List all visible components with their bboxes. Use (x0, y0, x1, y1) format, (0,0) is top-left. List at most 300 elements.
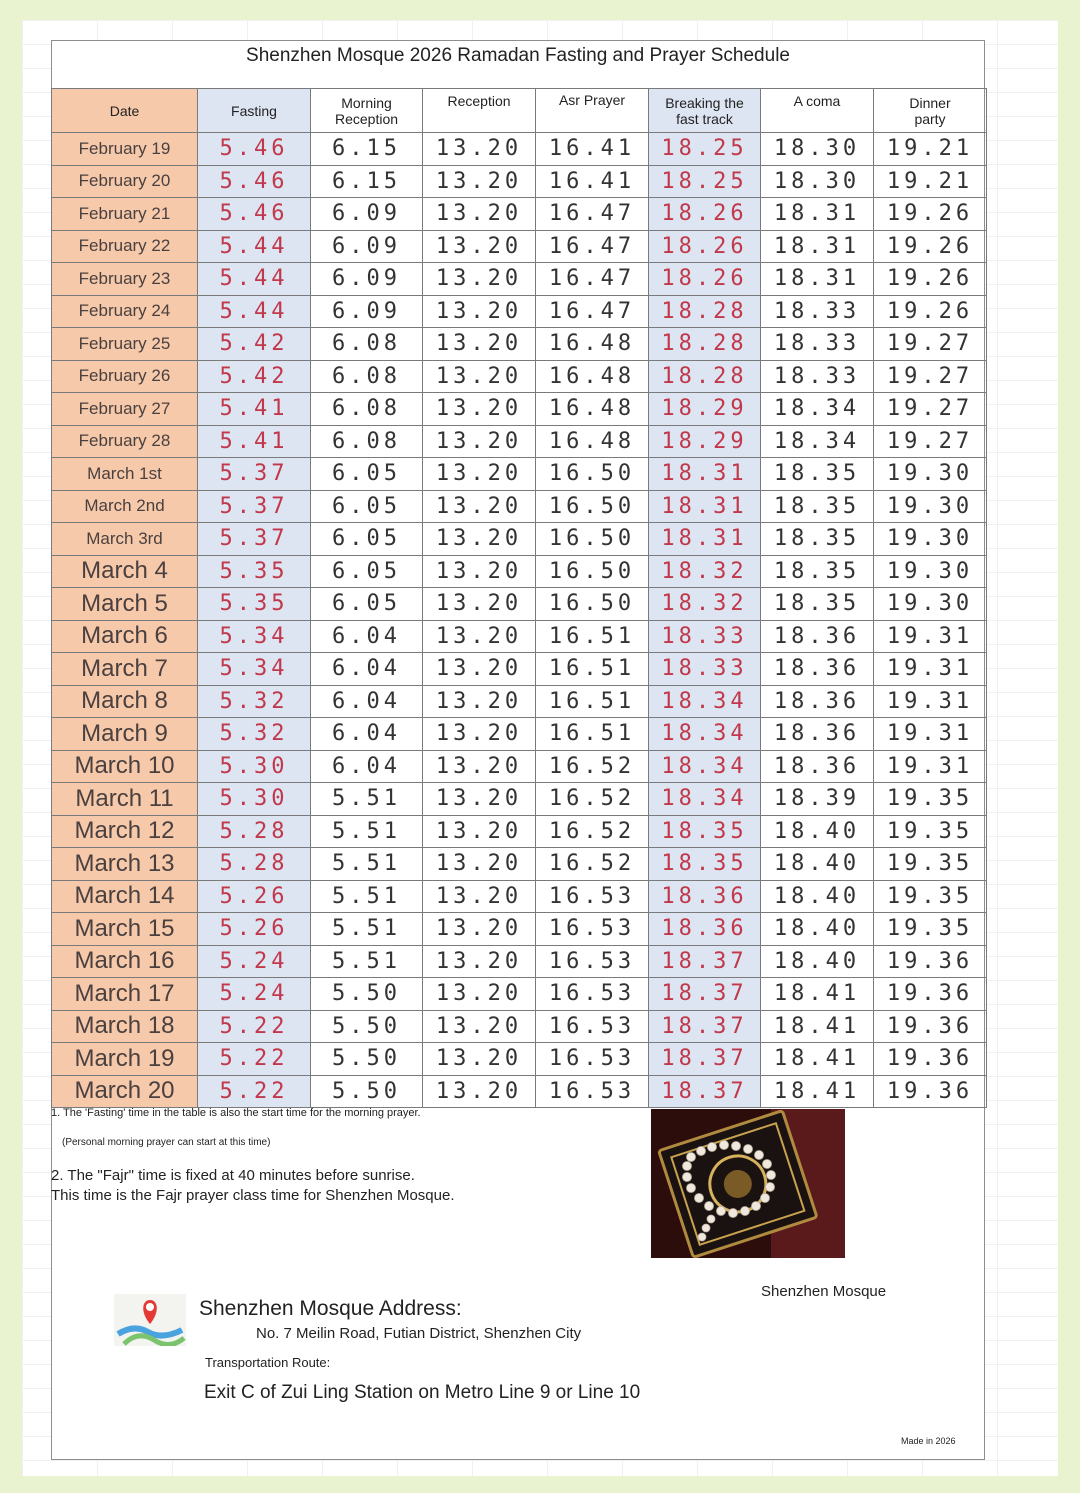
cell-a-coma: 18.36 (761, 750, 874, 783)
cell-fasting: 5.35 (198, 588, 311, 621)
cell-asr-prayer: 16.53 (536, 1043, 649, 1076)
cell-fasting: 5.30 (198, 750, 311, 783)
cell-morning-reception: 6.05 (311, 458, 423, 491)
cell-date: February 21 (52, 198, 198, 231)
cell-breaking-fast: 18.37 (649, 1010, 761, 1043)
cell-asr-prayer: 16.47 (536, 230, 649, 263)
table-row (52, 653, 987, 686)
cell-fasting: 5.28 (198, 815, 311, 848)
table-row (52, 880, 987, 913)
cell-date: February 26 (52, 360, 198, 393)
cell-reception: 13.20 (423, 165, 536, 198)
cell-dinner-party: 19.26 (874, 230, 987, 263)
table-row (52, 328, 987, 361)
cell-reception: 13.20 (423, 718, 536, 751)
cell-breaking-fast: 18.37 (649, 1075, 761, 1108)
cell-breaking-fast: 18.29 (649, 393, 761, 426)
cell-reception: 13.20 (423, 1075, 536, 1108)
cell-asr-prayer: 16.47 (536, 263, 649, 296)
cell-reception: 13.20 (423, 328, 536, 361)
cell-asr-prayer: 16.53 (536, 978, 649, 1011)
cell-reception: 13.20 (423, 230, 536, 263)
table-row (52, 1043, 987, 1076)
cell-a-coma: 18.39 (761, 783, 874, 816)
cell-dinner-party: 19.35 (874, 848, 987, 881)
header-breaking-line2: fast track (676, 110, 733, 127)
cell-a-coma: 18.41 (761, 978, 874, 1011)
cell-date: February 22 (52, 230, 198, 263)
cell-dinner-party: 19.36 (874, 1043, 987, 1076)
cell-date: March 11 (52, 783, 198, 816)
cell-reception: 13.20 (423, 1043, 536, 1076)
cell-dinner-party: 19.35 (874, 880, 987, 913)
cell-fasting: 5.37 (198, 523, 311, 556)
cell-asr-prayer: 16.52 (536, 848, 649, 881)
table-row (52, 360, 987, 393)
cell-a-coma: 18.40 (761, 945, 874, 978)
cell-morning-reception: 6.05 (311, 523, 423, 556)
cell-fasting: 5.24 (198, 945, 311, 978)
cell-fasting: 5.26 (198, 913, 311, 946)
cell-breaking-fast: 18.26 (649, 198, 761, 231)
cell-asr-prayer: 16.51 (536, 685, 649, 718)
cell-date: February 23 (52, 263, 198, 296)
cell-morning-reception: 5.50 (311, 1075, 423, 1108)
cell-asr-prayer: 16.48 (536, 360, 649, 393)
cell-dinner-party: 19.35 (874, 913, 987, 946)
cell-breaking-fast: 18.25 (649, 133, 761, 166)
cell-dinner-party: 19.36 (874, 1075, 987, 1108)
cell-dinner-party: 19.36 (874, 1010, 987, 1043)
address-line: No. 7 Meilin Road, Futian District, Shenzhen City (256, 1325, 582, 1342)
schedule-body (52, 133, 987, 1108)
cell-reception: 13.20 (423, 653, 536, 686)
cell-fasting: 5.30 (198, 783, 311, 816)
made-in-label: Made in 2026 (901, 1436, 956, 1446)
image-caption: Shenzhen Mosque (761, 1283, 887, 1300)
table-row (52, 783, 987, 816)
cell-reception: 13.20 (423, 555, 536, 588)
cell-breaking-fast: 18.28 (649, 328, 761, 361)
cell-date: March 10 (52, 750, 198, 783)
cell-a-coma: 18.41 (761, 1010, 874, 1043)
cell-morning-reception: 6.04 (311, 750, 423, 783)
cell-date: February 28 (52, 425, 198, 458)
cell-a-coma: 18.40 (761, 815, 874, 848)
cell-breaking-fast: 18.36 (649, 880, 761, 913)
cell-reception: 13.20 (423, 815, 536, 848)
table-row (52, 718, 987, 751)
cell-dinner-party: 19.30 (874, 588, 987, 621)
header-morning-line1: Morning (341, 94, 392, 111)
cell-breaking-fast: 18.32 (649, 588, 761, 621)
cell-breaking-fast: 18.32 (649, 555, 761, 588)
cell-reception: 13.20 (423, 490, 536, 523)
cell-asr-prayer: 16.51 (536, 653, 649, 686)
cell-morning-reception: 6.05 (311, 555, 423, 588)
cell-reception: 13.20 (423, 978, 536, 1011)
cell-date: March 2nd (52, 490, 198, 523)
cell-dinner-party: 19.27 (874, 425, 987, 458)
cell-morning-reception: 6.09 (311, 230, 423, 263)
cell-asr-prayer: 16.41 (536, 165, 649, 198)
cell-breaking-fast: 18.37 (649, 978, 761, 1011)
cell-fasting: 5.41 (198, 393, 311, 426)
cell-asr-prayer: 16.41 (536, 133, 649, 166)
cell-reception: 13.20 (423, 360, 536, 393)
cell-a-coma: 18.31 (761, 198, 874, 231)
cell-fasting: 5.37 (198, 458, 311, 491)
cell-a-coma: 18.36 (761, 620, 874, 653)
cell-fasting: 5.46 (198, 165, 311, 198)
cell-dinner-party: 19.26 (874, 295, 987, 328)
table-row (52, 913, 987, 946)
cell-fasting: 5.22 (198, 1010, 311, 1043)
cell-breaking-fast: 18.31 (649, 523, 761, 556)
cell-morning-reception: 6.08 (311, 360, 423, 393)
table-row (52, 263, 987, 296)
cell-date: March 7 (52, 653, 198, 686)
cell-date: February 24 (52, 295, 198, 328)
cell-date: March 5 (52, 588, 198, 621)
cell-morning-reception: 5.50 (311, 1043, 423, 1076)
cell-breaking-fast: 18.28 (649, 360, 761, 393)
cell-asr-prayer: 16.53 (536, 1010, 649, 1043)
cell-asr-prayer: 16.50 (536, 523, 649, 556)
cell-reception: 13.20 (423, 295, 536, 328)
cell-date: March 9 (52, 718, 198, 751)
cell-a-coma: 18.34 (761, 393, 874, 426)
cell-asr-prayer: 16.51 (536, 718, 649, 751)
schedule-table (51, 88, 987, 1108)
table-row (52, 230, 987, 263)
header-fasting: Fasting (198, 89, 311, 133)
cell-reception: 13.20 (423, 425, 536, 458)
table-row (52, 490, 987, 523)
cell-asr-prayer: 16.47 (536, 198, 649, 231)
cell-morning-reception: 5.51 (311, 880, 423, 913)
cell-morning-reception: 6.08 (311, 328, 423, 361)
map-pin-icon (114, 1294, 186, 1346)
cell-fasting: 5.34 (198, 653, 311, 686)
cell-fasting: 5.44 (198, 295, 311, 328)
header-breaking-fast (649, 89, 761, 133)
cell-asr-prayer: 16.50 (536, 555, 649, 588)
cell-breaking-fast: 18.37 (649, 945, 761, 978)
cell-fasting: 5.34 (198, 620, 311, 653)
cell-fasting: 5.42 (198, 328, 311, 361)
cell-dinner-party: 19.31 (874, 718, 987, 751)
cell-reception: 13.20 (423, 263, 536, 296)
header-row (52, 89, 987, 133)
cell-dinner-party: 19.30 (874, 523, 987, 556)
cell-date: March 12 (52, 815, 198, 848)
cell-date: March 16 (52, 945, 198, 978)
page-title: Shenzhen Mosque 2026 Ramadan Fasting and Prayer Schedule (246, 45, 790, 66)
cell-reception: 13.20 (423, 523, 536, 556)
quran-prayer-beads-image (651, 1109, 845, 1258)
cell-asr-prayer: 16.50 (536, 458, 649, 491)
cell-asr-prayer: 16.53 (536, 913, 649, 946)
cell-dinner-party: 19.31 (874, 620, 987, 653)
cell-date: March 17 (52, 978, 198, 1011)
cell-date: February 25 (52, 328, 198, 361)
cell-reception: 13.20 (423, 133, 536, 166)
cell-morning-reception: 5.51 (311, 913, 423, 946)
header-dinner (874, 89, 987, 133)
cell-reception: 13.20 (423, 783, 536, 816)
cell-a-coma: 18.40 (761, 880, 874, 913)
cell-a-coma: 18.33 (761, 295, 874, 328)
cell-asr-prayer: 16.53 (536, 945, 649, 978)
cell-asr-prayer: 16.48 (536, 328, 649, 361)
cell-fasting: 5.35 (198, 555, 311, 588)
cell-a-coma: 18.40 (761, 848, 874, 881)
cell-breaking-fast: 18.26 (649, 263, 761, 296)
cell-reception: 13.20 (423, 1010, 536, 1043)
cell-a-coma: 18.40 (761, 913, 874, 946)
note-2 (51, 1166, 455, 1206)
header-breaking-line1: Breaking the (665, 94, 744, 111)
cell-a-coma: 18.31 (761, 230, 874, 263)
table-row (52, 945, 987, 978)
cell-date: March 20 (52, 1075, 198, 1108)
cell-a-coma: 18.34 (761, 425, 874, 458)
cell-a-coma: 18.31 (761, 263, 874, 296)
cell-fasting: 5.44 (198, 230, 311, 263)
cell-asr-prayer: 16.51 (536, 620, 649, 653)
cell-asr-prayer: 16.50 (536, 588, 649, 621)
note-1-sub: (Personal morning prayer can start at this time) (62, 1137, 271, 1148)
cell-a-coma: 18.30 (761, 133, 874, 166)
cell-breaking-fast: 18.34 (649, 685, 761, 718)
cell-asr-prayer: 16.53 (536, 1075, 649, 1108)
address-title: Shenzhen Mosque Address: (199, 1297, 462, 1320)
cell-a-coma: 18.36 (761, 653, 874, 686)
cell-dinner-party: 19.36 (874, 945, 987, 978)
cell-date: March 13 (52, 848, 198, 881)
table-row (52, 978, 987, 1011)
cell-morning-reception: 6.15 (311, 165, 423, 198)
cell-breaking-fast: 18.29 (649, 425, 761, 458)
cell-fasting: 5.44 (198, 263, 311, 296)
cell-morning-reception: 6.09 (311, 263, 423, 296)
table-row (52, 685, 987, 718)
cell-breaking-fast: 18.35 (649, 848, 761, 881)
cell-breaking-fast: 18.33 (649, 653, 761, 686)
table-row (52, 523, 987, 556)
cell-a-coma: 18.35 (761, 555, 874, 588)
cell-reception: 13.20 (423, 945, 536, 978)
cell-fasting: 5.32 (198, 685, 311, 718)
cell-a-coma: 18.36 (761, 685, 874, 718)
cell-dinner-party: 19.26 (874, 198, 987, 231)
cell-date: March 19 (52, 1043, 198, 1076)
cell-breaking-fast: 18.25 (649, 165, 761, 198)
header-reception: Reception (423, 89, 536, 133)
cell-breaking-fast: 18.28 (649, 295, 761, 328)
cell-a-coma: 18.35 (761, 490, 874, 523)
table-row (52, 165, 987, 198)
cell-asr-prayer: 16.52 (536, 750, 649, 783)
cell-date: March 6 (52, 620, 198, 653)
cell-a-coma: 18.30 (761, 165, 874, 198)
table-row (52, 425, 987, 458)
table-row (52, 555, 987, 588)
table-row (52, 848, 987, 881)
cell-a-coma: 18.33 (761, 360, 874, 393)
table-row (52, 458, 987, 491)
cell-date: March 15 (52, 913, 198, 946)
cell-dinner-party: 19.35 (874, 783, 987, 816)
cell-reception: 13.20 (423, 588, 536, 621)
cell-asr-prayer: 16.48 (536, 393, 649, 426)
cell-breaking-fast: 18.33 (649, 620, 761, 653)
cell-morning-reception: 5.51 (311, 815, 423, 848)
table-row (52, 393, 987, 426)
cell-breaking-fast: 18.26 (649, 230, 761, 263)
cell-dinner-party: 19.21 (874, 133, 987, 166)
cell-morning-reception: 5.50 (311, 1010, 423, 1043)
cell-morning-reception: 6.09 (311, 295, 423, 328)
cell-date: March 14 (52, 880, 198, 913)
cell-reception: 13.20 (423, 198, 536, 231)
cell-date: March 18 (52, 1010, 198, 1043)
cell-breaking-fast: 18.34 (649, 750, 761, 783)
cell-morning-reception: 6.15 (311, 133, 423, 166)
cell-dinner-party: 19.26 (874, 263, 987, 296)
route-label: Transportation Route: (205, 1355, 331, 1370)
cell-reception: 13.20 (423, 393, 536, 426)
table-row (52, 750, 987, 783)
cell-breaking-fast: 18.35 (649, 815, 761, 848)
cell-morning-reception: 6.04 (311, 685, 423, 718)
cell-morning-reception: 6.04 (311, 718, 423, 751)
cell-fasting: 5.22 (198, 1043, 311, 1076)
cell-reception: 13.20 (423, 913, 536, 946)
route-text: Exit C of Zui Ling Station on Metro Line 9 or Line 10 (204, 1382, 641, 1403)
cell-asr-prayer: 16.47 (536, 295, 649, 328)
cell-date: March 1st (52, 458, 198, 491)
cell-morning-reception: 6.08 (311, 425, 423, 458)
cell-breaking-fast: 18.36 (649, 913, 761, 946)
cell-dinner-party: 19.35 (874, 815, 987, 848)
table-row (52, 815, 987, 848)
cell-date: February 19 (52, 133, 198, 166)
cell-asr-prayer: 16.48 (536, 425, 649, 458)
table-row (52, 1075, 987, 1108)
cell-morning-reception: 6.04 (311, 620, 423, 653)
cell-morning-reception: 5.51 (311, 848, 423, 881)
cell-fasting: 5.24 (198, 978, 311, 1011)
cell-date: February 27 (52, 393, 198, 426)
cell-date: March 8 (52, 685, 198, 718)
cell-a-coma: 18.35 (761, 523, 874, 556)
cell-a-coma: 18.35 (761, 588, 874, 621)
cell-fasting: 5.37 (198, 490, 311, 523)
cell-date: March 3rd (52, 523, 198, 556)
cell-a-coma: 18.35 (761, 458, 874, 491)
header-morning (311, 89, 423, 133)
cell-breaking-fast: 18.31 (649, 490, 761, 523)
cell-reception: 13.20 (423, 880, 536, 913)
cell-morning-reception: 5.51 (311, 783, 423, 816)
cell-asr-prayer: 16.52 (536, 783, 649, 816)
cell-dinner-party: 19.27 (874, 360, 987, 393)
cell-dinner-party: 19.30 (874, 555, 987, 588)
cell-dinner-party: 19.27 (874, 393, 987, 426)
cell-asr-prayer: 16.53 (536, 880, 649, 913)
header-date: Date (52, 89, 198, 133)
cell-a-coma: 18.41 (761, 1043, 874, 1076)
cell-morning-reception: 6.05 (311, 490, 423, 523)
cell-fasting: 5.41 (198, 425, 311, 458)
cell-fasting: 5.22 (198, 1075, 311, 1108)
cell-dinner-party: 19.30 (874, 490, 987, 523)
cell-morning-reception: 5.50 (311, 978, 423, 1011)
cell-dinner-party: 19.21 (874, 165, 987, 198)
table-row (52, 295, 987, 328)
cell-breaking-fast: 18.34 (649, 783, 761, 816)
cell-dinner-party: 19.27 (874, 328, 987, 361)
table-row (52, 1010, 987, 1043)
cell-morning-reception: 5.51 (311, 945, 423, 978)
cell-reception: 13.20 (423, 848, 536, 881)
cell-reception: 13.20 (423, 750, 536, 783)
cell-fasting: 5.26 (198, 880, 311, 913)
cell-fasting: 5.42 (198, 360, 311, 393)
note-2-line1: 2. The "Fajr" time is fixed at 40 minutes before sunrise. (51, 1167, 415, 1184)
table-row (52, 198, 987, 231)
cell-fasting: 5.46 (198, 133, 311, 166)
header-dinner-line2: party (914, 110, 946, 127)
table-row (52, 620, 987, 653)
cell-fasting: 5.46 (198, 198, 311, 231)
table-row (52, 133, 987, 166)
header-morning-line2: Reception (334, 110, 399, 127)
cell-reception: 13.20 (423, 458, 536, 491)
header-asr: Asr Prayer (536, 89, 649, 133)
cell-date: February 20 (52, 165, 198, 198)
cell-morning-reception: 6.09 (311, 198, 423, 231)
cell-morning-reception: 6.05 (311, 588, 423, 621)
header-dinner-line1: Dinner (909, 94, 951, 111)
cell-breaking-fast: 18.31 (649, 458, 761, 491)
header-coma: A coma (761, 89, 874, 133)
cell-morning-reception: 6.08 (311, 393, 423, 426)
cell-date: March 4 (52, 555, 198, 588)
cell-dinner-party: 19.31 (874, 653, 987, 686)
cell-fasting: 5.28 (198, 848, 311, 881)
note-2-line2: This time is the Fajr prayer class time for Shenzhen Mosque. (51, 1187, 455, 1204)
cell-reception: 13.20 (423, 685, 536, 718)
cell-reception: 13.20 (423, 620, 536, 653)
cell-breaking-fast: 18.37 (649, 1043, 761, 1076)
cell-a-coma: 18.36 (761, 718, 874, 751)
cell-dinner-party: 19.31 (874, 750, 987, 783)
cell-asr-prayer: 16.50 (536, 490, 649, 523)
cell-breaking-fast: 18.34 (649, 718, 761, 751)
cell-fasting: 5.32 (198, 718, 311, 751)
cell-asr-prayer: 16.52 (536, 815, 649, 848)
cell-morning-reception: 6.04 (311, 653, 423, 686)
cell-a-coma: 18.33 (761, 328, 874, 361)
cell-dinner-party: 19.36 (874, 978, 987, 1011)
table-row (52, 588, 987, 621)
cell-a-coma: 18.41 (761, 1075, 874, 1108)
note-1: 1. The 'Fasting' time in the table is also the start time for the morning prayer. (51, 1107, 421, 1119)
cell-dinner-party: 19.31 (874, 685, 987, 718)
